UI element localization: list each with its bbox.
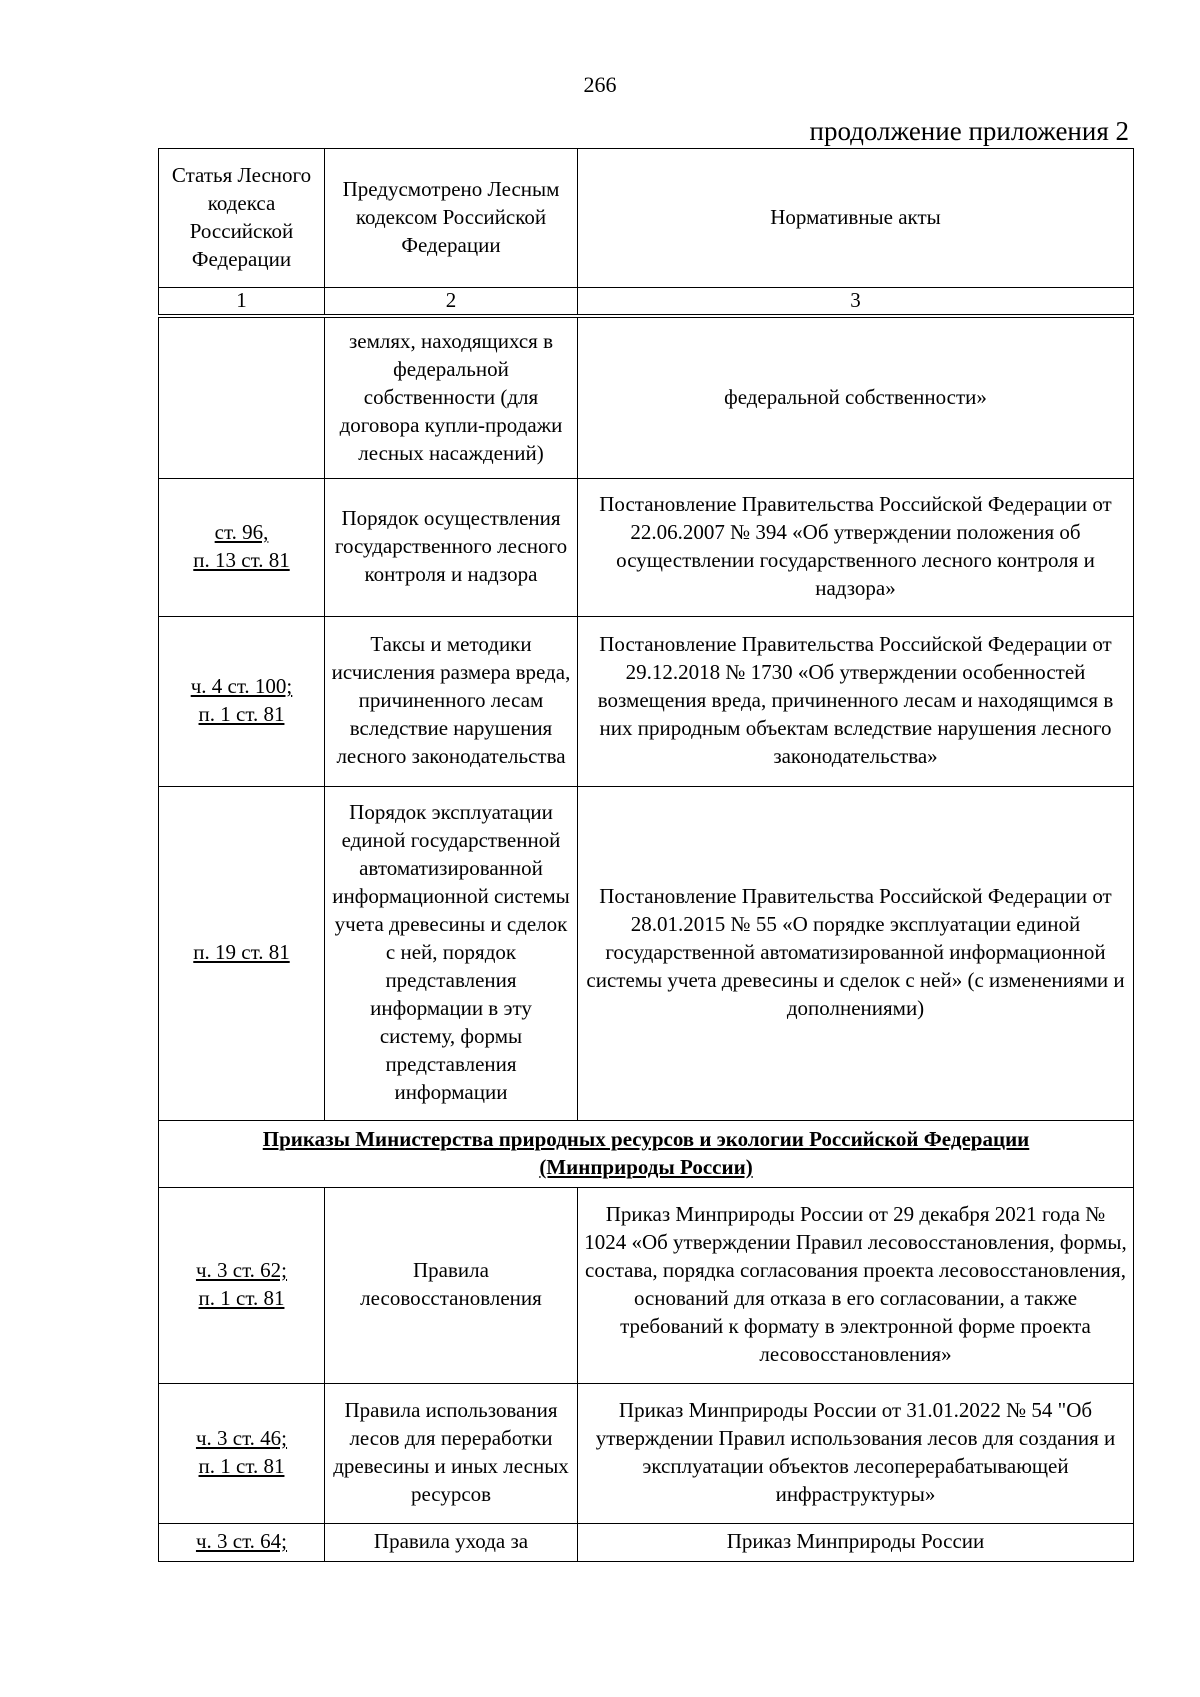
article-link[interactable]: п. 1 ст. 81	[198, 702, 285, 726]
header-acts: Нормативные акты	[578, 149, 1134, 288]
article-link[interactable]: п. 1 ст. 81	[198, 1454, 285, 1478]
table-row	[159, 478, 1134, 616]
provision-cell: землях, находящихся в федеральной собственности (для договора купли-продажи лесных насаждений)	[325, 316, 578, 478]
table-row	[159, 1187, 1134, 1383]
table-row	[159, 616, 1134, 786]
act-cell: Приказ Минприроды России	[578, 1523, 1134, 1561]
column-number: 3	[578, 288, 1134, 317]
normative-acts-table	[158, 148, 1134, 1562]
continuation-label: продолжение приложения 2	[809, 116, 1129, 146]
provision-cell: Порядок эксплуатации единой государственной автоматизированной информационной системы учета древесины и сделок с ней, порядок представления информации в эту систему, формы представления информации	[325, 786, 578, 1120]
article-link[interactable]: ч. 4 ст. 100;	[190, 674, 293, 699]
act-cell: Постановление Правительства Российской Федерации от 29.12.2018 № 1730 «Об утверждении особенностей возмещения вреда, причиненного лесам и находящимся в них природным объектам вследствие нарушения лесного законодательства»	[578, 616, 1134, 786]
column-number: 2	[325, 288, 578, 317]
article-cell	[159, 1187, 325, 1383]
header-row	[159, 149, 1134, 288]
table-row	[159, 1523, 1134, 1561]
provision-cell: Правила лесовосстановления	[325, 1187, 578, 1383]
header-provision: Предусмотрено Лесным кодексом Российской Федерации	[325, 149, 578, 288]
article-link[interactable]: ст. 96,	[214, 520, 269, 545]
article-link[interactable]: п. 13 ст. 81	[193, 548, 290, 572]
article-link[interactable]: ч. 3 ст. 46;	[195, 1426, 288, 1451]
act-cell: Постановление Правительства Российской Федерации от 22.06.2007 № 394 «Об утверждении положения об осуществлении государственного лесного контроля и надзора»	[578, 478, 1134, 616]
column-number: 1	[159, 288, 325, 317]
article-link[interactable]: п. 19 ст. 81	[193, 940, 290, 965]
header-article: Статья Лесного кодекса Российской Федерации	[159, 149, 325, 288]
provision-cell: Правила ухода за	[325, 1523, 578, 1561]
provision-cell: Правила использования лесов для переработки древесины и иных лесных ресурсов	[325, 1383, 578, 1523]
table-row	[159, 786, 1134, 1120]
section-heading-row	[159, 1120, 1134, 1187]
article-cell	[159, 478, 325, 616]
section-heading-line: Приказы Министерства природных ресурсов и экологии Российской Федерации	[262, 1126, 1030, 1151]
article-cell	[159, 1523, 325, 1561]
act-cell: федеральной собственности»	[578, 316, 1134, 478]
section-heading-line: (Минприроды России)	[539, 1154, 753, 1179]
article-cell	[159, 1383, 325, 1523]
table-row	[159, 316, 1134, 478]
page-number: 266	[583, 72, 617, 97]
section-heading	[159, 1120, 1134, 1187]
article-link[interactable]: ч. 3 ст. 62;	[195, 1258, 288, 1283]
provision-cell: Порядок осуществления государственного лесного контроля и надзора	[325, 478, 578, 616]
act-cell: Приказ Минприроды России от 31.01.2022 № 54 "Об утверждении Правил использования лесов для создания и эксплуатации объектов лесоперерабатывающей инфраструктуры»	[578, 1383, 1134, 1523]
act-cell: Постановление Правительства Российской Федерации от 28.01.2015 № 55 «О порядке эксплуатации единой государственной автоматизированной информационной системы учета древесины и сделок с ней» (с изменениями и дополнениями)	[578, 786, 1134, 1120]
table-row	[159, 1383, 1134, 1523]
provision-cell: Таксы и методики исчисления размера вреда, причиненного лесам вследствие нарушения лесного законодательства	[325, 616, 578, 786]
column-number-row	[159, 288, 1134, 317]
article-cell	[159, 616, 325, 786]
act-cell: Приказ Минприроды России от 29 декабря 2021 года № 1024 «Об утверждении Правил лесовосстановления, формы, состава, порядка согласования проекта лесовосстановления, оснований для отказа в его согласовании, а также требований к формату в электронной форме проекта лесовосстановления»	[578, 1187, 1134, 1383]
article-link[interactable]: ч. 3 ст. 64;	[195, 1529, 288, 1554]
article-link[interactable]: п. 1 ст. 81	[198, 1286, 285, 1310]
article-cell	[159, 786, 325, 1120]
article-cell	[159, 316, 325, 478]
